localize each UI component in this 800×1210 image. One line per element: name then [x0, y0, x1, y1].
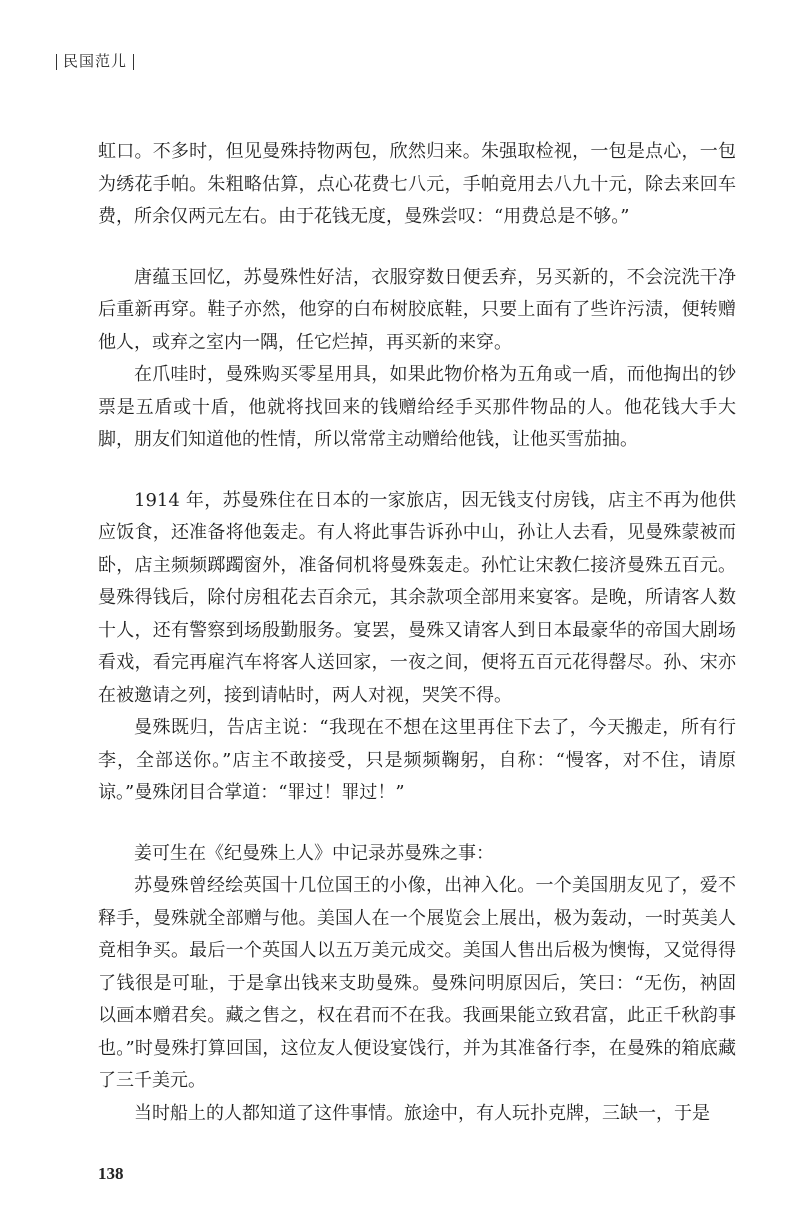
running-header — [50, 50, 140, 71]
header-title: 民国范儿 — [63, 52, 128, 70]
paragraph-5: 曼殊既归，告店主说：“我现在不想在这里再住下去了，今天搬走，所有行李，全部送你。”店主不敢接受，只是频频鞠躬，自称：“慢客，对不住，请原谅。”曼殊闭目合掌道：“罪过！罪过！” — [98, 717, 736, 803]
paragraph-6: 姜可生在《纪曼殊上人》中记录苏曼殊之事： — [134, 842, 494, 864]
page-body — [98, 136, 736, 1130]
paragraph-2: 唐蕴玉回忆，苏曼殊性好洁，衣服穿数日便丢弃，另买新的，不会浣洗干净后重新再穿。鞋子亦然，他穿的白布树胶底鞋，只要上面有了些许污渍，便转赠他人，或弃之室内一隅，任它烂掉，再买新的来穿。 — [98, 266, 736, 353]
header-divider-right — [133, 54, 134, 70]
paragraph-7: 苏曼殊曾经绘英国十几位国王的小像，出神入化。一个美国朋友见了，爱不释手，曼殊就全部赠与他。美国人在一个展览会上展出，极为轰动，一时英美人竟相争买。最后一个英国人以五万美元成交。美国人售出后极为懊悔，又觉得得了钱很是可耻，于是拿出钱来支助曼殊。曼殊问明原因后，笑曰：“无伤，衲固以画本赠君矣。藏之售之，权在君而不在我。我画果能立致君富，此正千秋韵事也。”时曼殊打算回国，这位友人便设宴饯行，并为其准备行李，在曼殊的箱底藏了三千美元。 — [98, 875, 736, 1091]
page-number: 138 — [98, 1164, 124, 1183]
paragraph-8: 当时船上的人都知道了这件事情。旅途中，有人玩扑克牌，三缺一，于是 — [134, 1102, 710, 1124]
header-divider-left — [56, 54, 57, 70]
paragraph-1: 虹口。不多时，但见曼殊持物两包，欣然归来。朱强取检视，一包是点心，一包为绣花手帕。朱粗略估算，点心花费七八元，手帕竟用去八九十元，除去来回车费，所余仅两元左右。由于花钱无度，曼殊尝叹：“用费总是不够。” — [98, 141, 736, 227]
paragraph-4: 1914 年，苏曼殊住在日本的一家旅店，因无钱支付房钱，店主不再为他供应饭食，还准备将他轰走。有人将此事告诉孙中山，孙让人去看，见曼殊蒙被而卧，店主频频踯躅窗外，准备伺机将曼殊轰走。孙忙让宋教仁接济曼殊五百元。曼殊得钱后，除付房租花去百余元，其余款项全部用来宴客。是晚，所请客人数十人，还有警察到场殷勤服务。宴罢，曼殊又请客人到日本最豪华的帝国大剧场看戏，看完再雇汽车将客人送回家，一夜之间，便将五百元花得罄尽。孙、宋亦在被邀请之列，接到请帖时，两人对视，哭笑不得。 — [98, 489, 736, 706]
paragraph-3: 在爪哇时，曼殊购买零星用具，如果此物价格为五角或一盾，而他掏出的钞票是五盾或十盾，他就将找回来的钱赠给经手买那件物品的人。他花钱大手大脚，朋友们知道他的性情，所以常常主动赠给他钱，让他买雪茄抽。 — [98, 364, 736, 450]
